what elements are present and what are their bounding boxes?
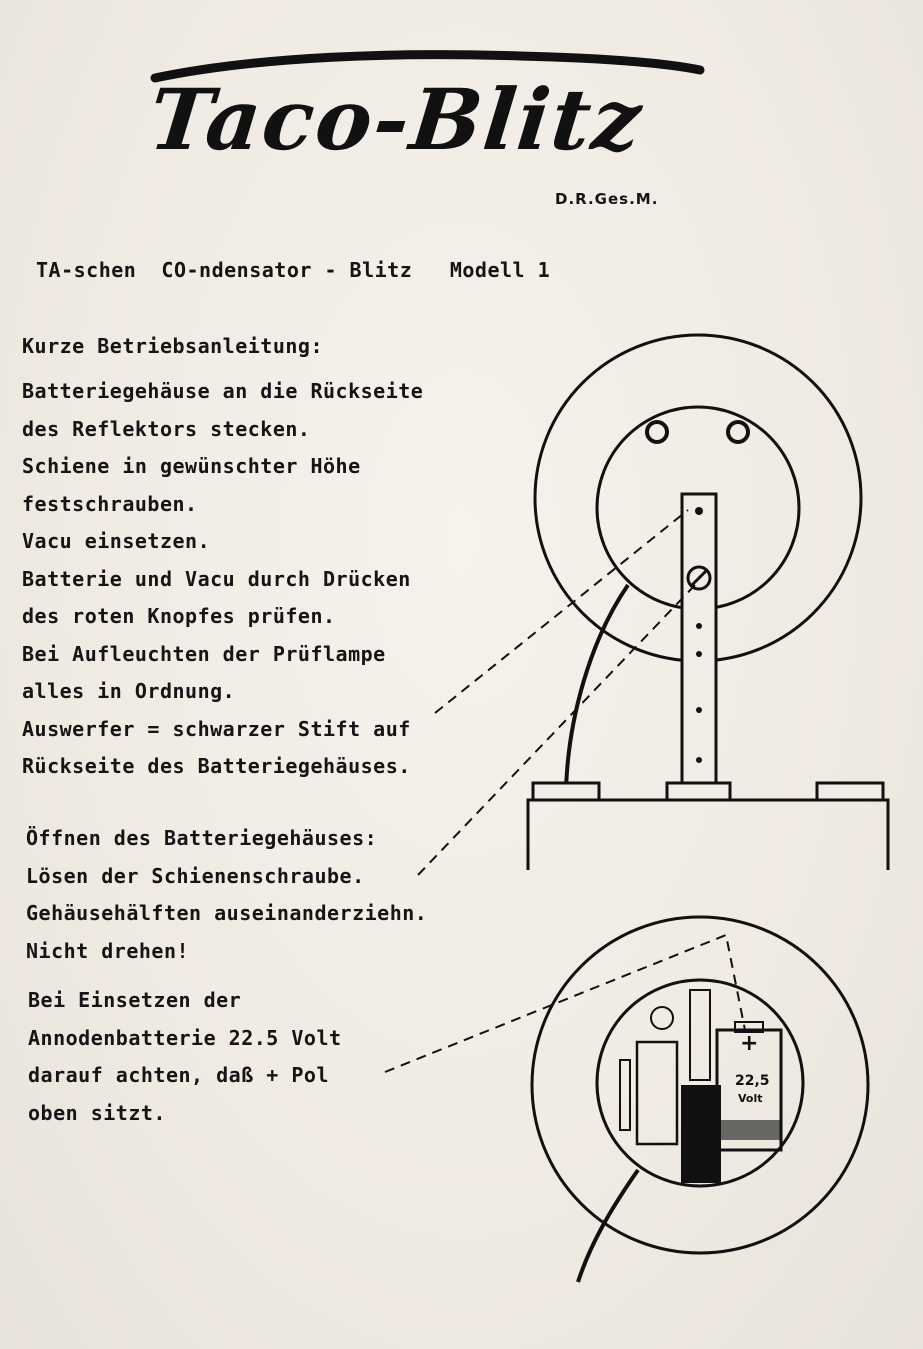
battery-plus-sign: + <box>740 1031 759 1056</box>
battery-note-line: Bei Einsetzen der <box>28 988 242 1012</box>
housing-foot-left <box>533 783 599 800</box>
ejector-pin <box>681 1085 721 1183</box>
battery-note-line: darauf achten, daß + Pol <box>28 1063 329 1087</box>
capacitor-left <box>637 1042 677 1144</box>
battery-stripes <box>720 1120 780 1140</box>
leader-line-ejector <box>435 510 688 713</box>
instruction-line: Auswerfer = schwarzer Stift auf <box>22 716 411 741</box>
instruction-line: des Reflektors stecken. <box>22 416 311 441</box>
instruction-line: Batteriegehäuse an die Rückseite <box>22 379 424 403</box>
opening-line: Gehäusehälften auseinanderziehn. <box>26 901 428 925</box>
reflector-hole-right <box>728 422 748 442</box>
instruction-line: festschrauben. <box>22 491 198 516</box>
leader-line-screw <box>418 585 695 875</box>
mounting-rail <box>682 494 716 794</box>
instruction-line: alles in Ordnung. <box>22 679 236 703</box>
small-rod <box>620 1060 630 1130</box>
opening-line: Lösen der Schienenschraube. <box>26 863 365 888</box>
instructions-heading-text: Kurze Betriebsanleitung: <box>22 334 323 358</box>
opening-line: Nicht drehen! <box>26 938 190 963</box>
battery-note-line: oben sitzt. <box>28 1100 166 1125</box>
reflector-hole-left <box>647 422 667 442</box>
inner-rail <box>690 990 710 1080</box>
instruction-line: Batterie und Vacu durch Drücken <box>22 566 411 591</box>
battery-housing <box>528 800 888 870</box>
opening-line: Öffnen des Batteriegehäuses: <box>26 826 378 850</box>
housing-foot-middle <box>667 783 730 800</box>
instruction-line: des roten Knopfes prüfen. <box>22 604 336 628</box>
instruction-line: Schiene in gewünschter Höhe <box>22 454 361 478</box>
instruction-line: Bei Aufleuchten der Prüflampe <box>22 641 386 666</box>
rail-dot <box>695 507 703 515</box>
patent-mark: D.R.Ges.M. <box>555 190 659 208</box>
logo-text: Taco-Blitz <box>144 70 648 169</box>
rail-dot <box>696 651 702 657</box>
housing-foot-right <box>817 783 883 800</box>
instruction-line: Rückseite des Batteriegehäuses. <box>22 754 411 778</box>
battery-unit-label: Volt <box>738 1092 763 1105</box>
instruction-line: Vacu einsetzen. <box>22 529 211 553</box>
rail-dot <box>696 707 702 713</box>
indicator-lamp <box>651 1007 673 1029</box>
rail-dot <box>696 623 702 629</box>
battery-voltage-label: 22,5 <box>735 1073 770 1089</box>
battery-note-line: Annodenbatterie 22.5 Volt <box>28 1025 342 1050</box>
subtitle: TA-schen CO-ndensator - Blitz Modell 1 <box>36 258 551 282</box>
rail-dot <box>696 757 702 763</box>
